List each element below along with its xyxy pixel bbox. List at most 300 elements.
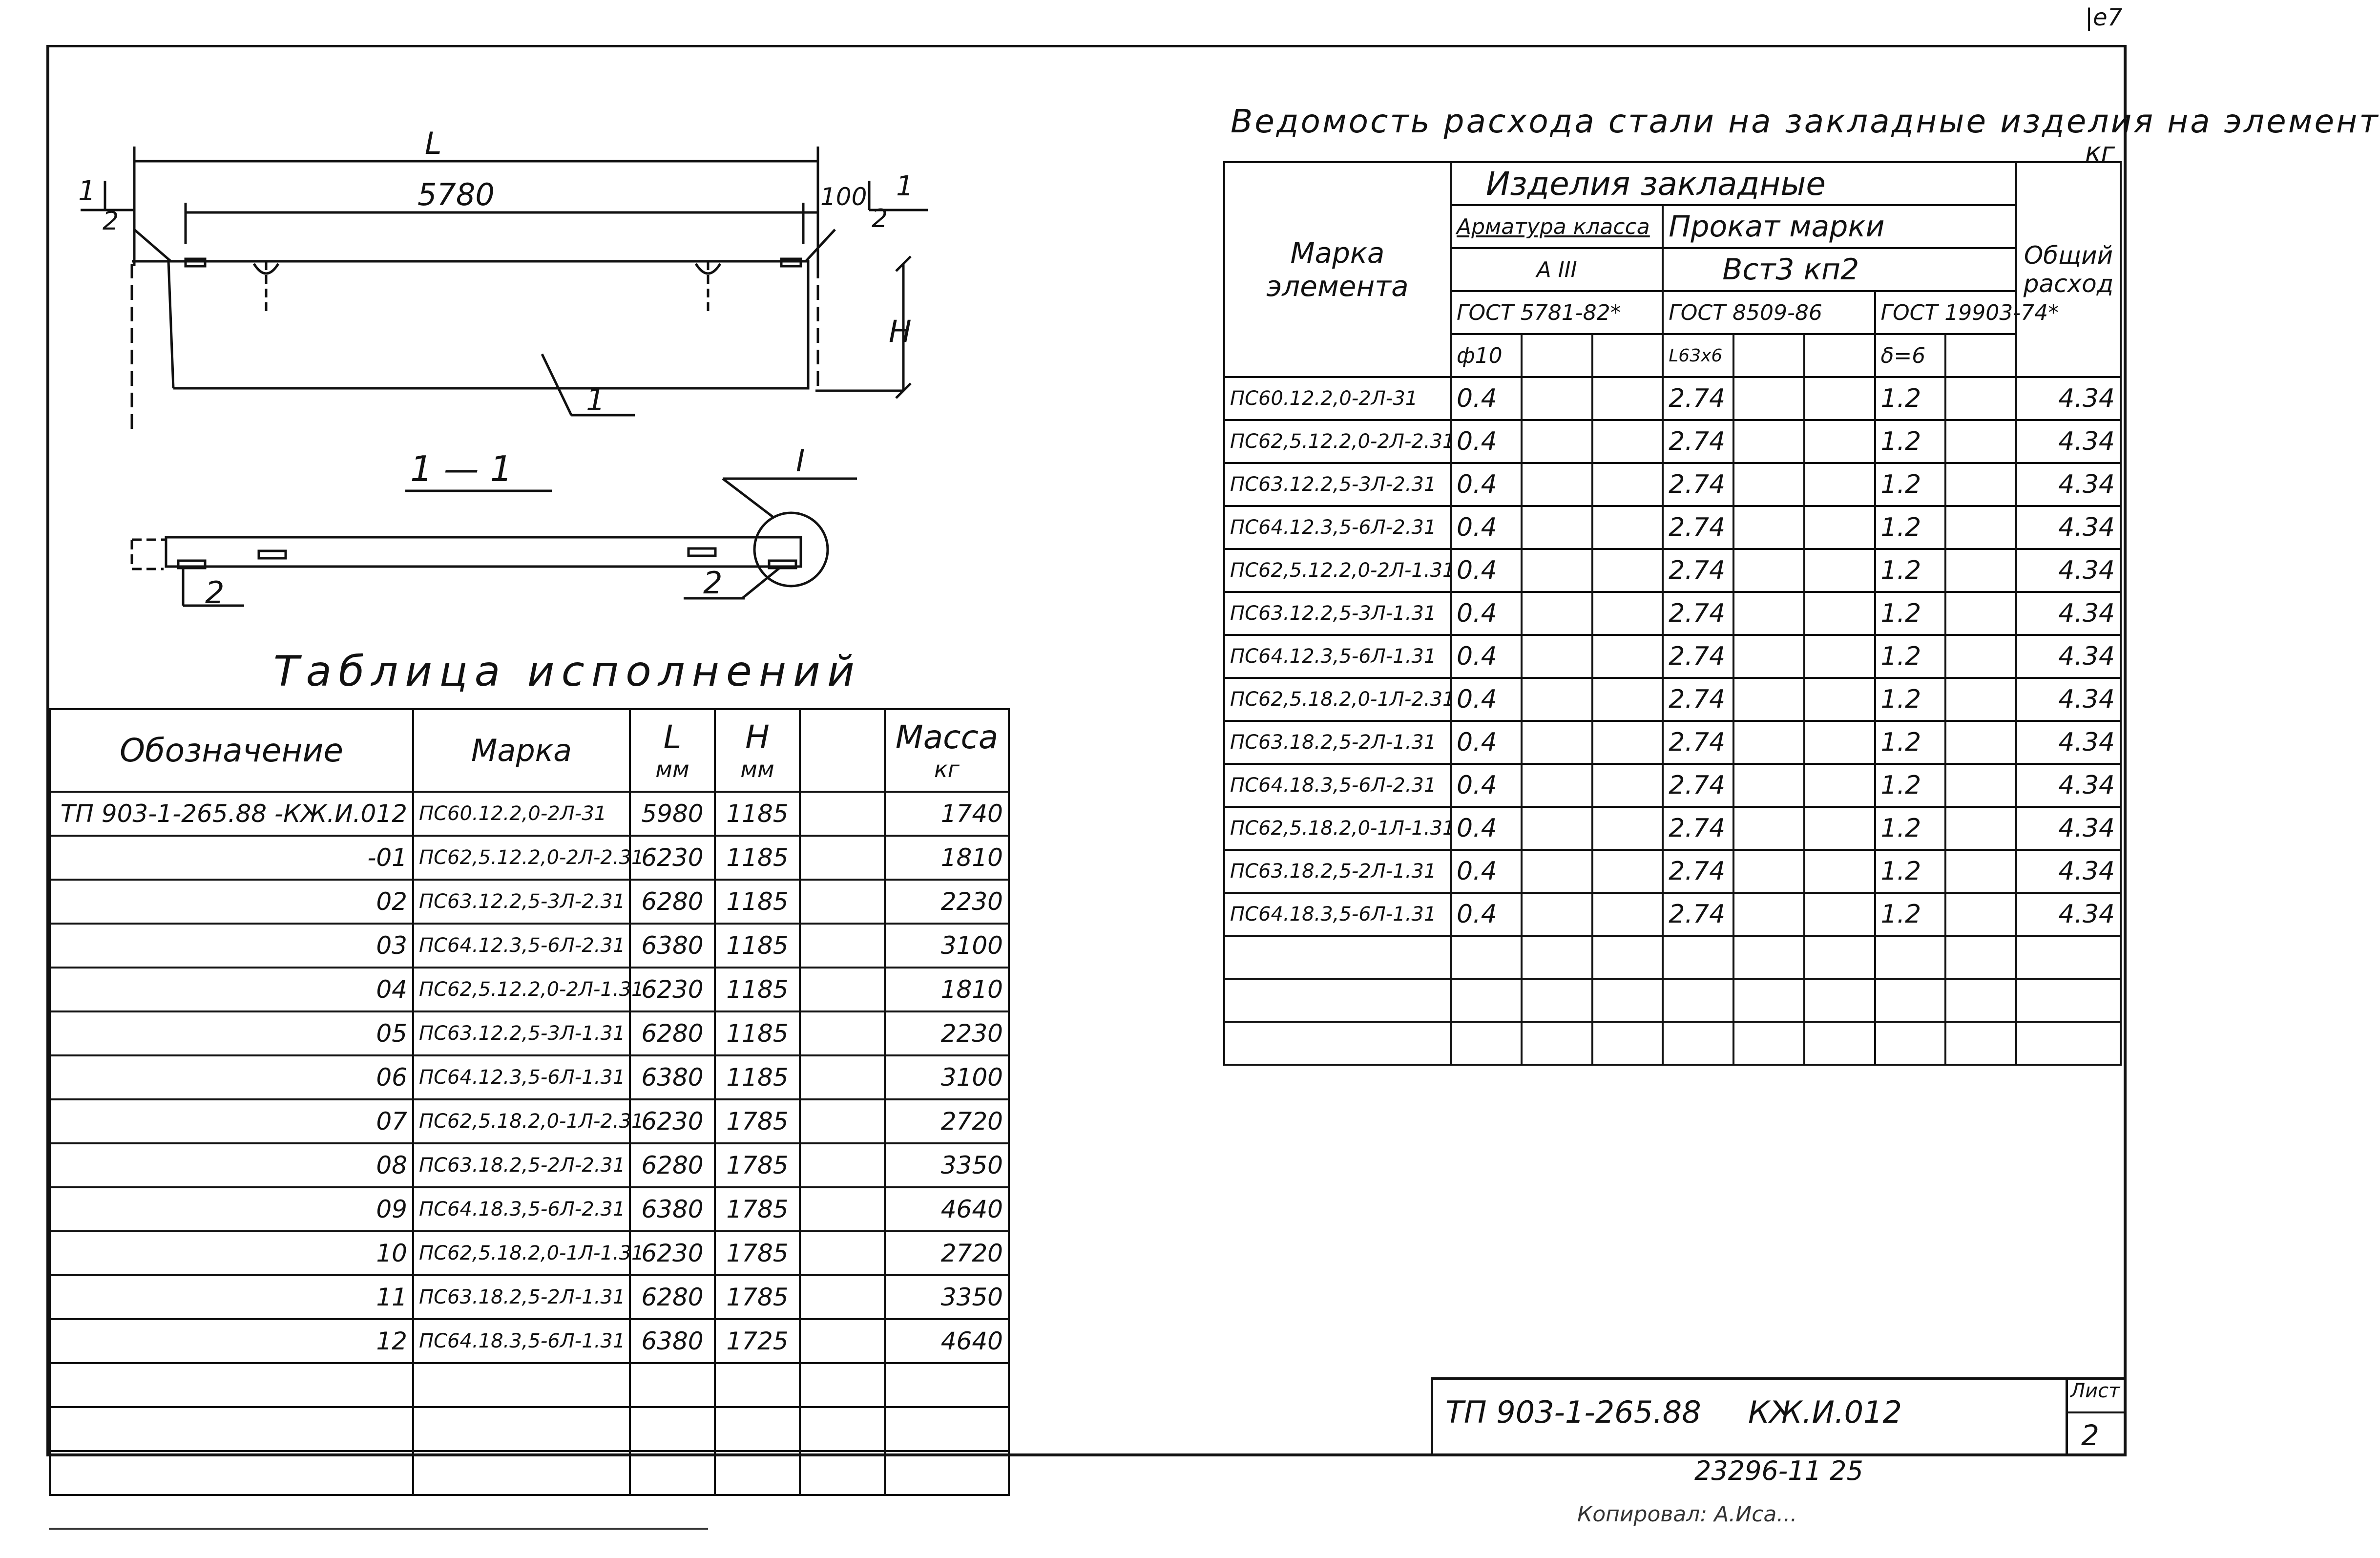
execution-cell-mass: 4640: [885, 1187, 1009, 1231]
steel-table-row: [1224, 592, 2121, 635]
steel-cell-element: ПС63.18.2,5-2Л-1.31: [1224, 850, 1451, 893]
execution-table-row: [50, 1363, 1009, 1407]
steel-table-row: [1224, 1022, 2121, 1065]
execution-cell-mark: ПС64.18.3,5-6Л-1.31: [413, 1319, 630, 1363]
steel-cell-empty: [1522, 807, 1592, 850]
execution-table-caption: Таблица исполнений: [273, 647, 861, 696]
execution-cell-H: 1785: [715, 1187, 800, 1231]
execution-cell-empty: [800, 1187, 885, 1231]
steel-cell-rebar: 0.4: [1451, 850, 1522, 893]
execution-cell-L: 6230: [630, 1099, 715, 1143]
steel-cell-rebar: 0.4: [1451, 420, 1522, 463]
execution-cell-L: [630, 1363, 715, 1407]
steel-cell-rebar: 0.4: [1451, 635, 1522, 678]
execution-cell-mass: [885, 1363, 1009, 1407]
sheet-label: Лист: [2070, 1380, 2120, 1402]
steel-cell-empty: [1522, 893, 1592, 936]
steel-table-row: [1224, 807, 2121, 850]
steel-cell-rebar: [1451, 936, 1522, 979]
execution-cell-L: 6380: [630, 1187, 715, 1231]
steel-cell-empty: [1592, 463, 1663, 506]
steel-cell-empty: [1945, 936, 2016, 979]
execution-cell-mass: 2230: [885, 880, 1009, 924]
execution-cell-H: 1185: [715, 968, 800, 1011]
detail-circle: [754, 513, 828, 586]
inventory-number: 23296-11 25: [1694, 1455, 1863, 1486]
steel-cell-plate: 1.2: [1875, 377, 1946, 420]
steel-cell-empty: [1733, 979, 1804, 1022]
steel-table-unit: кг: [2085, 137, 2115, 168]
section-mark-left: 1: [78, 175, 96, 207]
steel-cell-empty: [1522, 635, 1592, 678]
steel-cell-total: 4.34: [2016, 721, 2121, 764]
execution-cell-mass: [885, 1451, 1009, 1495]
execution-table: [49, 708, 1010, 1496]
steel-cell-total: 4.34: [2016, 377, 2121, 420]
steel-table-row: [1224, 678, 2121, 721]
execution-cell-mass: 1810: [885, 836, 1009, 880]
steel-cell-element: ПС64.18.3,5-6Л-1.31: [1224, 893, 1451, 936]
steel-cell-plate: 1.2: [1875, 678, 1946, 721]
execution-cell-L: 6380: [630, 1055, 715, 1099]
steel-cell-empty: [1804, 463, 1875, 506]
execution-table-row: [50, 1011, 1009, 1055]
execution-cell-H: 1185: [715, 924, 800, 968]
steel-cell-empty: [1733, 506, 1804, 549]
execution-cell-H: 1185: [715, 1055, 800, 1099]
execution-cell-mass: 2720: [885, 1231, 1009, 1275]
header-mark: Марка: [413, 709, 630, 792]
steel-cell-plate: 1.2: [1875, 463, 1946, 506]
execution-table-body: [50, 792, 1009, 1495]
steel-cell-element: [1224, 979, 1451, 1022]
execution-cell-H: 1725: [715, 1319, 800, 1363]
steel-cell-empty: [1804, 506, 1875, 549]
steel-cell-empty: [1733, 1022, 1804, 1065]
execution-cell-L: [630, 1451, 715, 1495]
document-code: ТП 903-1-265.88: [1445, 1394, 1701, 1430]
steel-cell-element: ПС63.12.2,5-3Л-1.31: [1224, 592, 1451, 635]
execution-table-row: [50, 924, 1009, 968]
steel-table-row: [1224, 549, 2121, 592]
steel-table-caption: Ведомость расхода стали на закладные изделия на элемент: [1231, 103, 2380, 140]
detail-mark: I: [796, 443, 805, 479]
steel-table-row: [1224, 635, 2121, 678]
steel-cell-empty: [1945, 592, 2016, 635]
steel-cell-empty: [1522, 764, 1592, 807]
steel-cell-empty: [1733, 764, 1804, 807]
steel-cell-total: [2016, 1022, 2121, 1065]
execution-cell-empty: [800, 880, 885, 924]
steel-cell-empty: [1733, 592, 1804, 635]
steel-cell-empty: [1592, 893, 1663, 936]
header-element-mark: Марка элемента: [1224, 162, 1451, 377]
steel-cell-empty: [1945, 979, 2016, 1022]
execution-cell-L: 6380: [630, 1319, 715, 1363]
execution-table-row: [50, 1451, 1009, 1495]
steel-table-row: [1224, 721, 2121, 764]
execution-cell-mass: 3350: [885, 1143, 1009, 1187]
steel-cell-empty: [1592, 850, 1663, 893]
execution-cell-L: 6280: [630, 1011, 715, 1055]
steel-cell-angle: 2.74: [1663, 721, 1733, 764]
execution-cell-H: 1185: [715, 880, 800, 924]
steel-cell-rebar: 0.4: [1451, 592, 1522, 635]
execution-cell-mark: ПС62,5.18.2,0-1Л-2.31: [413, 1099, 630, 1143]
copied-by-stamp: Копировал: А.Иса...: [1577, 1502, 1797, 1527]
steel-cell-empty: [1522, 979, 1592, 1022]
header-H: H мм: [715, 709, 800, 792]
steel-cell-plate: [1875, 979, 1946, 1022]
execution-table-row: [50, 968, 1009, 1011]
steel-cell-element: ПС63.18.2,5-2Л-1.31: [1224, 721, 1451, 764]
steel-cell-element: [1224, 936, 1451, 979]
execution-cell-mass: 2230: [885, 1011, 1009, 1055]
steel-cell-empty: [1945, 893, 2016, 936]
steel-cell-empty: [1592, 377, 1663, 420]
execution-cell-mark: ПС60.12.2,0-2Л-31: [413, 792, 630, 836]
execution-cell-empty: [800, 1275, 885, 1319]
steel-cell-angle: [1663, 936, 1733, 979]
execution-cell-empty: [800, 1099, 885, 1143]
steel-cell-empty: [1804, 635, 1875, 678]
callout-2-left: 2: [205, 575, 225, 611]
steel-cell-empty: [1592, 979, 1663, 1022]
execution-cell-H: [715, 1363, 800, 1407]
steel-cell-element: ПС62,5.18.2,0-1Л-1.31: [1224, 807, 1451, 850]
execution-cell-L: 6280: [630, 880, 715, 924]
steel-cell-total: [2016, 979, 2121, 1022]
steel-cell-empty: [1522, 721, 1592, 764]
steel-cell-total: 4.34: [2016, 635, 2121, 678]
steel-cell-plate: 1.2: [1875, 764, 1946, 807]
steel-cell-total: 4.34: [2016, 764, 2121, 807]
execution-cell-L: 5980: [630, 792, 715, 836]
execution-cell-designation: 09: [50, 1187, 413, 1231]
steel-cell-empty: [1945, 1022, 2016, 1065]
steel-cell-total: 4.34: [2016, 506, 2121, 549]
steel-cell-total: 4.34: [2016, 807, 2121, 850]
steel-cell-empty: [1733, 377, 1804, 420]
document-code-suffix: КЖ.И.012: [1748, 1394, 1902, 1430]
steel-cell-empty: [1945, 764, 2016, 807]
execution-cell-mark: [413, 1407, 630, 1451]
steel-cell-empty: [1804, 420, 1875, 463]
steel-cell-empty: [1522, 463, 1592, 506]
steel-cell-angle: [1663, 1022, 1733, 1065]
steel-cell-empty: [1945, 463, 2016, 506]
header-total: Общий расход: [2016, 162, 2121, 377]
execution-cell-designation: [50, 1363, 413, 1407]
execution-table-row: [50, 836, 1009, 880]
steel-cell-rebar: 0.4: [1451, 377, 1522, 420]
steel-cell-empty: [1945, 678, 2016, 721]
steel-cell-empty: [1522, 850, 1592, 893]
execution-cell-mark: ПС62,5.18.2,0-1Л-1.31: [413, 1231, 630, 1275]
steel-table-row: [1224, 420, 2121, 463]
execution-cell-H: 1785: [715, 1099, 800, 1143]
bottom-rule: [49, 1528, 708, 1530]
header-plate-size: δ=6: [1875, 334, 1946, 377]
steel-cell-empty: [1733, 463, 1804, 506]
execution-cell-designation: 02: [50, 880, 413, 924]
steel-cell-angle: 2.74: [1663, 592, 1733, 635]
steel-cell-empty: [1592, 936, 1663, 979]
steel-cell-empty: [1804, 764, 1875, 807]
steel-cell-empty: [1945, 850, 2016, 893]
execution-cell-designation: 08: [50, 1143, 413, 1187]
steel-cell-empty: [1945, 549, 2016, 592]
execution-table-row: [50, 1187, 1009, 1231]
execution-table-header: [50, 709, 1009, 792]
steel-cell-rebar: 0.4: [1451, 721, 1522, 764]
execution-cell-mark: ПС62,5.12.2,0-2Л-2.31: [413, 836, 630, 880]
steel-cell-rebar: 0.4: [1451, 463, 1522, 506]
sheet-cell-divider: [2066, 1411, 2127, 1413]
execution-cell-designation: [50, 1407, 413, 1451]
execution-cell-designation: 06: [50, 1055, 413, 1099]
header-angle-size: L63х6: [1663, 334, 1733, 377]
steel-cell-element: ПС62,5.12.2,0-2Л-1.31: [1224, 549, 1451, 592]
execution-cell-H: 1785: [715, 1231, 800, 1275]
steel-table-row: [1224, 979, 2121, 1022]
execution-cell-mark: ПС63.12.2,5-3Л-2.31: [413, 880, 630, 924]
execution-cell-empty: [800, 1143, 885, 1187]
steel-cell-angle: 2.74: [1663, 549, 1733, 592]
execution-cell-mass: 3100: [885, 1055, 1009, 1099]
steel-cell-element: ПС64.12.3,5-6Л-2.31: [1224, 506, 1451, 549]
header-rolled-grade: Вст3 кп2: [1663, 248, 2016, 291]
execution-cell-mark: [413, 1363, 630, 1407]
steel-cell-element: ПС64.18.3,5-6Л-2.31: [1224, 764, 1451, 807]
steel-cell-rebar: 0.4: [1451, 678, 1522, 721]
execution-cell-empty: [800, 1407, 885, 1451]
steel-cell-rebar: 0.4: [1451, 807, 1522, 850]
steel-cell-empty: [1592, 592, 1663, 635]
steel-cell-angle: 2.74: [1663, 420, 1733, 463]
execution-cell-L: 6230: [630, 836, 715, 880]
header-L: L мм: [630, 709, 715, 792]
execution-table-row: [50, 1407, 1009, 1451]
steel-cell-empty: [1522, 420, 1592, 463]
steel-cell-empty: [1804, 592, 1875, 635]
header-plate-gost: ГОСТ 19903-74*: [1875, 291, 2017, 334]
steel-cell-empty: [1592, 420, 1663, 463]
steel-cell-angle: 2.74: [1663, 635, 1733, 678]
header-embedded: Изделия закладные: [1451, 162, 2016, 205]
steel-cell-empty: [1804, 549, 1875, 592]
execution-cell-empty: [800, 968, 885, 1011]
steel-cell-empty: [1592, 635, 1663, 678]
steel-cell-element: ПС63.12.2,5-3Л-2.31: [1224, 463, 1451, 506]
steel-cell-empty: [1733, 721, 1804, 764]
steel-cell-angle: 2.74: [1663, 463, 1733, 506]
steel-cell-plate: 1.2: [1875, 420, 1946, 463]
execution-table-row: [50, 880, 1009, 924]
execution-cell-H: 1785: [715, 1143, 800, 1187]
steel-cell-angle: 2.74: [1663, 807, 1733, 850]
header-rebar-class: Арматура класса: [1451, 205, 1663, 248]
steel-table-body: [1224, 377, 2121, 1065]
steel-cell-plate: [1875, 1022, 1946, 1065]
steel-cell-empty: [1733, 936, 1804, 979]
steel-cell-empty: [1522, 592, 1592, 635]
steel-cell-rebar: 0.4: [1451, 893, 1522, 936]
header-rebar-gost: ГОСТ 5781-82*: [1451, 291, 1663, 334]
steel-cell-rebar: 0.4: [1451, 549, 1522, 592]
steel-table-row: [1224, 893, 2121, 936]
section-title: 1 — 1: [410, 448, 513, 489]
execution-cell-designation: -01: [50, 836, 413, 880]
steel-cell-empty: [1804, 678, 1875, 721]
steel-cell-empty: [1945, 721, 2016, 764]
steel-cell-empty: [1804, 850, 1875, 893]
steel-cell-empty: [1592, 807, 1663, 850]
execution-cell-designation: [50, 1451, 413, 1495]
steel-cell-plate: 1.2: [1875, 549, 1946, 592]
execution-cell-L: 6230: [630, 1231, 715, 1275]
header-mass: Масса кг: [885, 709, 1009, 792]
steel-cell-empty: [1945, 377, 2016, 420]
execution-cell-designation: 10: [50, 1231, 413, 1275]
header-rolled: Прокат марки: [1663, 205, 2016, 248]
execution-cell-L: 6380: [630, 924, 715, 968]
steel-cell-plate: [1875, 936, 1946, 979]
steel-cell-empty: [1733, 807, 1804, 850]
steel-cell-angle: 2.74: [1663, 850, 1733, 893]
steel-cell-total: 4.34: [2016, 549, 2121, 592]
dim-label-H: H: [889, 314, 912, 349]
steel-table-row: [1224, 463, 2121, 506]
steel-cell-empty: [1733, 678, 1804, 721]
steel-cell-total: 4.34: [2016, 592, 2121, 635]
steel-cell-empty: [1804, 807, 1875, 850]
steel-cell-plate: 1.2: [1875, 807, 1946, 850]
execution-cell-empty: [800, 924, 885, 968]
execution-cell-H: 1185: [715, 792, 800, 836]
execution-cell-mark: ПС64.18.3,5-6Л-2.31: [413, 1187, 630, 1231]
execution-cell-empty: [800, 1451, 885, 1495]
steel-cell-empty: [1945, 420, 2016, 463]
steel-cell-empty: [1804, 936, 1875, 979]
execution-cell-L: 6230: [630, 968, 715, 1011]
steel-cell-empty: [1522, 936, 1592, 979]
header-empty: [800, 709, 885, 792]
execution-cell-designation: 04: [50, 968, 413, 1011]
execution-cell-mass: [885, 1407, 1009, 1451]
steel-table-row: [1224, 936, 2121, 979]
dim-label-5780: 5780: [418, 177, 495, 212]
steel-table-row: [1224, 377, 2121, 420]
steel-cell-rebar: 0.4: [1451, 506, 1522, 549]
steel-cell-plate: 1.2: [1875, 850, 1946, 893]
execution-cell-mark: [413, 1451, 630, 1495]
execution-cell-empty: [800, 1011, 885, 1055]
beam-outline: [168, 261, 808, 388]
corner-mark: |e7: [2085, 4, 2123, 31]
execution-table-row: [50, 1099, 1009, 1143]
header-angle-gost: ГОСТ 8509-86: [1663, 291, 1875, 334]
steel-cell-empty: [1804, 1022, 1875, 1065]
steel-cell-empty: [1522, 678, 1592, 721]
steel-cell-total: 4.34: [2016, 678, 2121, 721]
steel-cell-empty: [1592, 506, 1663, 549]
steel-cell-empty: [1733, 635, 1804, 678]
execution-cell-mass: 2720: [885, 1099, 1009, 1143]
steel-cell-rebar: [1451, 1022, 1522, 1065]
execution-cell-empty: [800, 1363, 885, 1407]
steel-cell-empty: [1522, 506, 1592, 549]
execution-cell-empty: [800, 1055, 885, 1099]
steel-cell-empty: [1804, 979, 1875, 1022]
execution-cell-designation: 11: [50, 1275, 413, 1319]
execution-cell-empty: [800, 1231, 885, 1275]
execution-cell-mass: 4640: [885, 1319, 1009, 1363]
steel-cell-empty: [1733, 549, 1804, 592]
steel-cell-plate: 1.2: [1875, 635, 1946, 678]
steel-cell-angle: 2.74: [1663, 893, 1733, 936]
execution-table-row: [50, 1275, 1009, 1319]
callout-1: 1: [586, 382, 605, 418]
execution-cell-empty: [800, 792, 885, 836]
steel-cell-plate: 1.2: [1875, 893, 1946, 936]
steel-cell-total: 4.34: [2016, 463, 2121, 506]
steel-cell-empty: [1733, 420, 1804, 463]
steel-cell-empty: [1592, 1022, 1663, 1065]
execution-cell-H: [715, 1451, 800, 1495]
execution-cell-designation: 07: [50, 1099, 413, 1143]
execution-cell-empty: [800, 836, 885, 880]
steel-cell-plate: 1.2: [1875, 592, 1946, 635]
steel-cell-angle: [1663, 979, 1733, 1022]
execution-cell-mark: ПС63.12.2,5-3Л-1.31: [413, 1011, 630, 1055]
steel-cell-element: [1224, 1022, 1451, 1065]
steel-cell-angle: 2.74: [1663, 764, 1733, 807]
steel-cell-empty: [1945, 506, 2016, 549]
execution-cell-mark: ПС64.12.3,5-6Л-1.31: [413, 1055, 630, 1099]
header-rebar-dia: ф10: [1451, 334, 1522, 377]
steel-cell-empty: [1804, 377, 1875, 420]
execution-cell-empty: [800, 1319, 885, 1363]
execution-cell-H: 1185: [715, 1011, 800, 1055]
steel-table-row: [1224, 764, 2121, 807]
steel-cell-total: 4.34: [2016, 850, 2121, 893]
execution-cell-designation: 03: [50, 924, 413, 968]
header-rebar-grade: А III: [1451, 248, 1663, 291]
steel-cell-empty: [1592, 678, 1663, 721]
steel-cell-empty: [1592, 721, 1663, 764]
steel-cell-angle: 2.74: [1663, 377, 1733, 420]
steel-cell-plate: 1.2: [1875, 721, 1946, 764]
steel-consumption-table: [1223, 161, 2122, 1066]
steel-cell-empty: [1733, 850, 1804, 893]
steel-cell-rebar: [1451, 979, 1522, 1022]
steel-cell-rebar: 0.4: [1451, 764, 1522, 807]
steel-cell-element: ПС60.12.2,0-2Л-31: [1224, 377, 1451, 420]
execution-table-row: [50, 1143, 1009, 1187]
steel-cell-empty: [1945, 807, 2016, 850]
steel-table-row: [1224, 506, 2121, 549]
steel-cell-empty: [1592, 549, 1663, 592]
execution-cell-mark: ПС63.18.2,5-2Л-1.31: [413, 1275, 630, 1319]
steel-cell-angle: 2.74: [1663, 506, 1733, 549]
execution-cell-designation: 05: [50, 1011, 413, 1055]
steel-table-row: [1224, 850, 2121, 893]
steel-cell-total: 4.34: [2016, 893, 2121, 936]
subsection-mark-left: 2: [103, 207, 119, 236]
steel-cell-empty: [1522, 1022, 1592, 1065]
steel-cell-empty: [1945, 635, 2016, 678]
